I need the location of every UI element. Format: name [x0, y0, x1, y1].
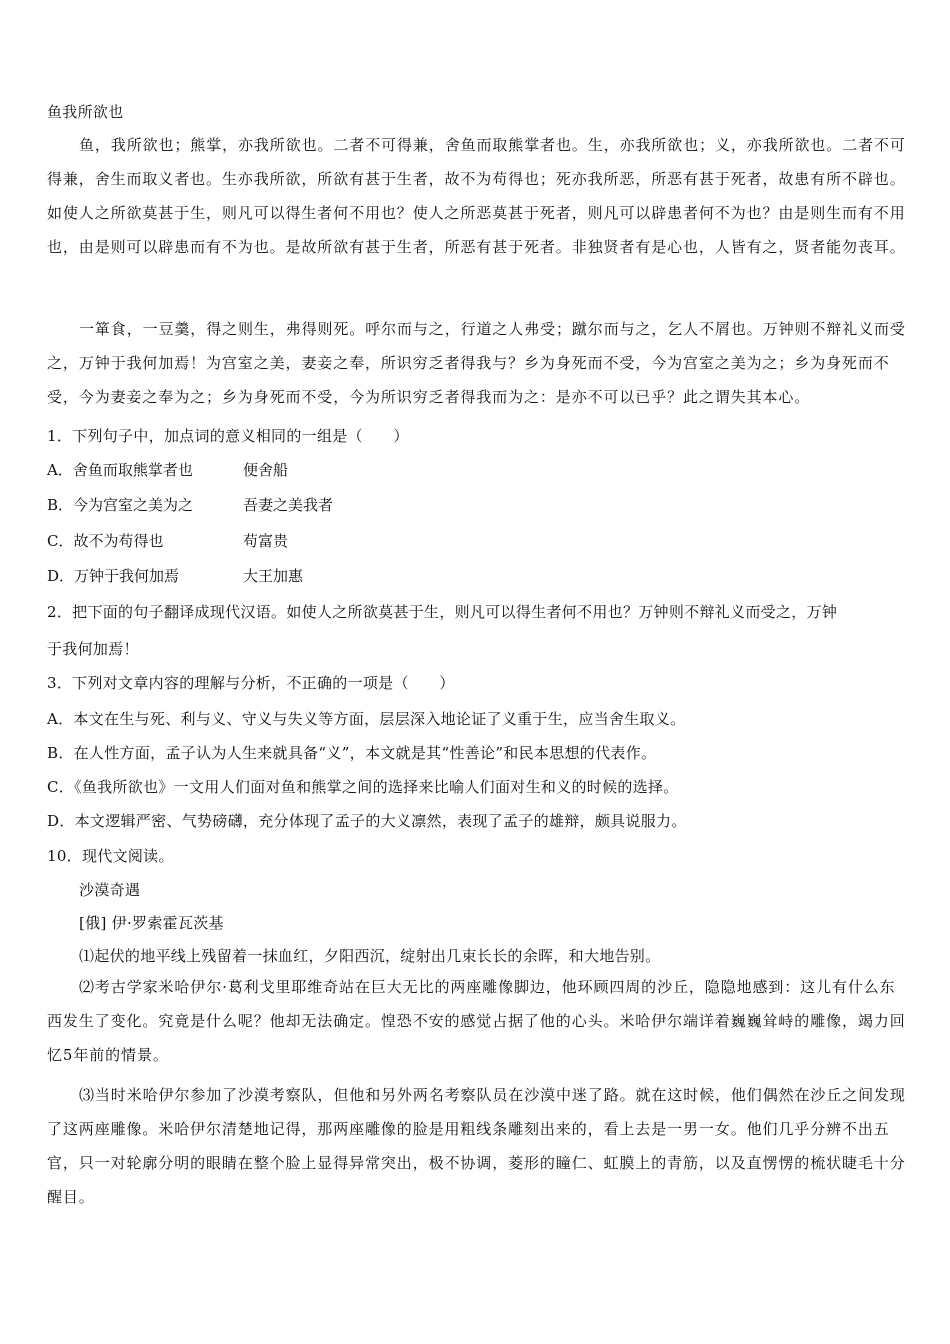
story-paragraph-2: ⑵考古学家米哈伊尔·葛利戈里耶维奇站在巨大无比的两座雕像脚边，他环顾四周的沙丘，隐隐地感到：这儿有什么东西发生了变化。究竟是什么呢？他却无法确定。惶恐不安的感觉占据了他的心头。米哈伊尔端详着巍巍耸峙的雕像，竭力回忆5年前的情景。: [47, 978, 906, 1064]
q1-option-a: [47, 460, 288, 480]
passage-paragraph-2: 一箪食，一豆羹，得之则生，弗得则死。呼尔而与之，行道之人弗受；蹴尔而与之，乞人不屑也。万钟则不辩礼义而受之，万钟于我何加焉！为宫室之美，妻妾之奉，所识穷乏者得我与？乡为身死而不受，今为宫室之美为之；乡为身死而不受，今为妻妾之奉为之；乡为身死而不受，今为所识穷乏者得我而为之：是亦不可以已乎？此之谓失其本心。: [47, 320, 906, 406]
question-2-line-1: 2．把下面的句子翻译成现代汉语。如使人之所欲莫甚于生，则凡可以得生者何不用也？万钟则不辩礼义而受之，万钟: [47, 603, 838, 621]
q1-option-a-right: 便舍船: [243, 461, 289, 479]
q1-option-d-right: 大王加惠: [243, 567, 304, 585]
q3-option-c: C．《鱼我所欲也》一文用人们面对鱼和熊掌之间的选择来比喻人们面对生和义的时候的选择。: [47, 778, 679, 796]
q1-option-b-left: B．今为宫室之美为之: [47, 496, 194, 514]
q3-option-d: D．本文逻辑严密、气势磅礴，充分体现了孟子的大义凛然，表现了孟子的雄辩，颇具说服力。: [47, 812, 687, 830]
question-3: 3．下列对文章内容的理解与分析，不正确的一项是（ ）: [47, 674, 455, 692]
q3-option-a: A．本文在生与死、利与义、守义与失义等方面，层层深入地论证了义重于生，应当舍生取义。: [47, 710, 686, 728]
q1-option-b-right: 吾妻之美我者: [243, 496, 334, 514]
q1-option-c: [47, 531, 288, 551]
q1-option-d-left: D．万钟于我何加焉: [47, 567, 180, 585]
passage-paragraph-1: 鱼，我所欲也；熊掌，亦我所欲也。二者不可得兼，舍鱼而取熊掌者也。生，亦我所欲也；义，亦我所欲也。二者不可得兼，舍生而取义者也。生亦我所欲，所欲有甚于生者，故不为苟得也；死亦我所恶，所恶有甚于死者，故患有所不辟也。如使人之所欲莫甚于生，则凡可以得生者何不用也？使人之所恶莫甚于死者，则凡可以辟患者何不为也？由是则生而有不用也，由是则可以辟患而有不为也。是故所欲有甚于生者，所恶有甚于死者。非独贤者有是心也，人皆有之，贤者能勿丧耳。: [47, 136, 906, 256]
question-2-line-2: 于我何加焉！: [47, 640, 139, 658]
q1-option-c-right: 苟富贵: [243, 532, 289, 550]
story-title: 沙漠奇遇: [79, 881, 141, 899]
story-paragraph-1: ⑴起伏的地平线上残留着一抹血红，夕阳西沉，绽射出几束长长的余晖，和大地告别。: [79, 947, 661, 965]
q1-option-b: [47, 495, 333, 515]
question-1: 1．下列句子中，加点词的意义相同的一组是（ ）: [47, 427, 409, 445]
q1-option-a-left: A．舍鱼而取熊掌者也: [47, 461, 193, 479]
q1-option-c-left: C．故不为苟得也: [47, 532, 164, 550]
q1-option-d: [47, 566, 303, 586]
question-10: 10．现代文阅读。: [47, 847, 174, 865]
story-paragraph-3: ⑶当时米哈伊尔参加了沙漠考察队，但他和另外两名考察队员在沙漠中迷了路。就在这时候，他们偶然在沙丘之间发现了这两座雕像。米哈伊尔清楚地记得，那两座雕像的脸是用粗线条雕刻出来的，看上去是一男一女。他们几乎分辨不出五官，只一对轮廓分明的眼睛在整个脸上显得异常突出，极不协调，菱形的瞳仁、虹膜上的青筋，以及直愣愣的梳状睫毛十分醒目。: [47, 1086, 906, 1206]
story-author: [俄] 伊·罗索霍瓦茨基: [79, 914, 224, 932]
passage-title: 鱼我所欲也: [47, 103, 124, 121]
q3-option-b: B．在人性方面，孟子认为人生来就具备“义”，本文就是其“性善论”和民本思想的代表作。: [47, 744, 657, 762]
